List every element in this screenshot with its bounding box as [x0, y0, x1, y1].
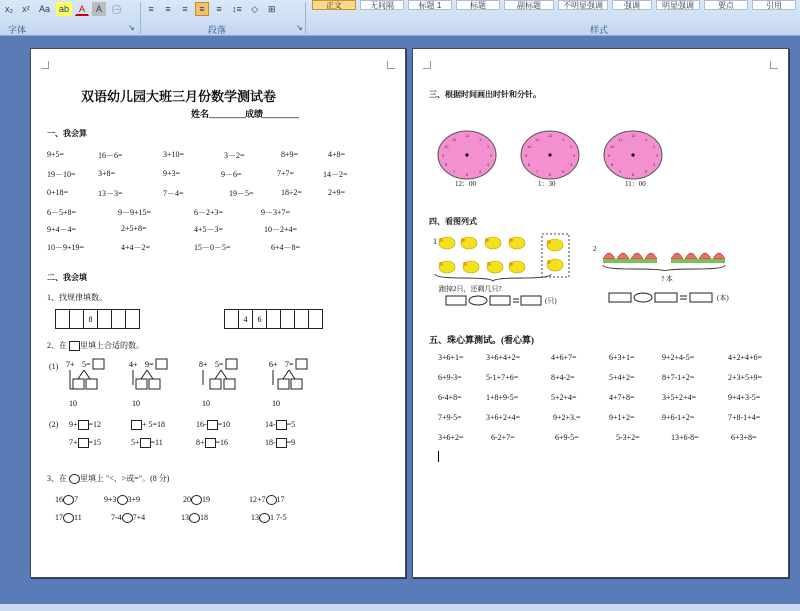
brace [433, 272, 553, 282]
fill-equation [265, 420, 295, 430]
equation: 9+2+3.= [553, 413, 581, 422]
svg-text:7: 7 [619, 170, 622, 174]
clock-1 [438, 131, 496, 179]
fill-equation [196, 438, 228, 448]
compare-right: 11 [74, 513, 82, 522]
align-right-icon[interactable]: ≡ [182, 4, 188, 14]
decomp-mid: 7= [285, 360, 294, 369]
svg-text:9: 9 [608, 154, 611, 158]
equation: 6+9-5= [555, 433, 579, 442]
borders-icon[interactable]: ⊞ [267, 3, 276, 14]
group-separator [305, 2, 306, 34]
style-quote[interactable]: 引用 [752, 0, 796, 10]
answer-box[interactable] [296, 359, 307, 369]
section-heading: 五、珠心算测试。(看心算) [429, 335, 534, 345]
svg-text:7: 7 [536, 170, 539, 174]
enclose-characters-button[interactable]: ㊀ [112, 4, 122, 15]
highlight-button[interactable]: ab [56, 2, 72, 16]
fill-text: 7+ [69, 438, 78, 447]
equation: 5+4+2= [609, 373, 635, 382]
paragraph-dialog-launcher[interactable]: ↘ [296, 23, 303, 32]
equation: 6+4－8= [271, 243, 301, 252]
equation: 4+6+7= [551, 353, 577, 362]
svg-text:10: 10 [610, 145, 615, 149]
paragraph-group-label: 段落 [208, 25, 227, 35]
equation: 1+8+9-5= [486, 393, 519, 402]
fill-text: + 5=18 [142, 420, 166, 429]
superscript-button[interactable]: x² [22, 4, 30, 14]
svg-text:3: 3 [573, 154, 576, 158]
section-heading: 三、根据时间画出时针和分针。 [429, 90, 541, 99]
svg-text:4: 4 [487, 163, 490, 167]
operator-circle[interactable] [469, 296, 487, 305]
svg-text:6: 6 [632, 173, 635, 177]
clock-center [465, 153, 468, 156]
operator-circle[interactable] [634, 293, 652, 302]
equation: 6－2+3= [194, 208, 224, 217]
fill-equation [196, 420, 230, 430]
change-case-button[interactable]: Aa [39, 4, 51, 14]
fill-text: =5 [286, 420, 296, 429]
answer-box[interactable] [291, 379, 302, 389]
fill-text: 9+ [69, 420, 78, 429]
compare-right: 7+4 [132, 513, 146, 522]
compare-circle[interactable] [189, 513, 200, 523]
section-heading: 四、看图列式 [429, 217, 477, 226]
compare-circle[interactable] [117, 495, 128, 505]
align-center-icon[interactable]: ≡ [165, 4, 171, 14]
decomp-2 [129, 359, 167, 408]
answer-box[interactable] [140, 438, 151, 448]
shading-icon[interactable]: ◇ [251, 3, 259, 14]
svg-text:11: 11 [618, 138, 623, 142]
compare-left: 20 [183, 495, 191, 504]
style-intense-emphasis[interactable]: 明显强调 [656, 0, 700, 10]
sequence-boxes-b [225, 309, 323, 329]
sequence-cell[interactable] [69, 309, 84, 329]
decomp-mid: 5= [215, 360, 224, 369]
answer-box[interactable] [490, 296, 510, 305]
compare-left: 9+3 [104, 495, 117, 504]
item-label: (2) [49, 420, 59, 429]
crop-mark [41, 61, 49, 69]
equation: 13+6-8= [671, 433, 699, 442]
equation: 4+4－2= [121, 243, 151, 252]
style-subtle-emphasis[interactable]: 不明显强调 [558, 0, 608, 10]
compare-item [111, 513, 145, 523]
answer-box[interactable] [224, 379, 235, 389]
compare-right: 19 [202, 495, 210, 504]
fill-equation [131, 438, 163, 448]
clock-time-label: 1：30 [538, 180, 556, 188]
ribbon [0, 0, 800, 36]
equation: 16－6= [98, 151, 123, 160]
clock-center [548, 153, 551, 156]
style-subtitle[interactable]: 副标题 [504, 0, 554, 10]
sequence-cell[interactable] [224, 309, 239, 329]
answer-box[interactable] [609, 293, 631, 302]
fill-equation [69, 438, 101, 448]
clock-time-label: 12：00 [455, 180, 476, 188]
equation: 19－10= [47, 170, 76, 179]
fill-text: =9 [286, 438, 296, 447]
answer-box[interactable] [521, 296, 541, 305]
equation: 9－6= [221, 170, 242, 179]
answer-box[interactable] [690, 293, 712, 302]
sequence-cell[interactable] [280, 309, 295, 329]
equation: 13－3= [98, 189, 123, 198]
section-heading: 一、我会算 [47, 129, 87, 138]
font-color-button[interactable]: A [75, 2, 89, 16]
fill-text: 18- [265, 438, 276, 447]
sequence-cell[interactable] [111, 309, 126, 329]
equation: 2+5+8= [121, 224, 147, 233]
line-spacing-icon[interactable]: ↕≡ [232, 4, 242, 14]
svg-text:3: 3 [656, 154, 659, 158]
compare-right: 1 7-5 [270, 513, 287, 522]
equation: 4+5－3= [194, 225, 224, 234]
svg-text:8: 8 [445, 163, 448, 167]
crop-mark [770, 61, 778, 69]
fill-text: =10 [217, 420, 231, 429]
decomp-1 [66, 359, 104, 408]
equation: 8+9= [281, 150, 299, 159]
svg-text:3: 3 [490, 154, 493, 158]
decomp-top: 4+ [129, 360, 138, 369]
align-left-icon[interactable]: ≡ [148, 4, 154, 14]
equation: 3+6+1= [438, 353, 464, 362]
subscript-button[interactable]: x₂ [5, 4, 13, 14]
answer-box[interactable] [276, 420, 287, 430]
decomp-bottom: 10 [202, 399, 210, 408]
equation: 3+10= [163, 150, 185, 159]
answer-box[interactable] [136, 379, 147, 389]
equation: 14－2= [323, 170, 348, 179]
paragraph-toolbar [144, 1, 279, 17]
q2-prefix: 2、在 [47, 341, 67, 350]
fill-equation [265, 438, 295, 448]
equation: 2+9= [328, 188, 346, 197]
svg-text:12: 12 [631, 134, 636, 138]
q3-suffix: 里填上 "<、>或="。(8 分) [80, 474, 170, 483]
unit-label: (只) [545, 297, 557, 305]
decomp-bottom: 10 [69, 399, 77, 408]
equation: 9+6-1+2= [662, 413, 695, 422]
compare-item [251, 513, 287, 523]
q2-suffix: 里填上合适的数。 [80, 341, 144, 350]
compare-item [249, 495, 285, 505]
question-mark-label: ? 本 [661, 275, 673, 283]
text-cursor [438, 451, 439, 462]
equation: 9+3= [163, 169, 181, 178]
compare-right: 7 [74, 495, 78, 504]
sequence-cell[interactable]: 4 [238, 309, 253, 329]
equation: 3+5+2+4= [662, 393, 697, 402]
compare-right: 17 [276, 495, 285, 504]
fill-equation [131, 420, 165, 430]
page-title: 双语幼儿园大班三月份数学测试卷 [81, 89, 277, 104]
group-separator [140, 2, 141, 34]
decomp-mid: 9= [145, 360, 154, 369]
svg-text:11: 11 [452, 138, 457, 142]
font-toolbar [2, 1, 124, 17]
styles-group-label: 样式 [590, 25, 609, 35]
clock-center [631, 153, 634, 156]
equation: 9－9+15= [118, 208, 152, 217]
books-picture [601, 245, 731, 271]
equation: 3+8= [98, 169, 116, 178]
svg-text:6: 6 [466, 173, 469, 177]
fill-text: =16 [215, 438, 229, 447]
sequence-cell[interactable] [125, 309, 140, 329]
equation: 8+4-2= [551, 373, 575, 382]
svg-text:1: 1 [479, 138, 482, 142]
svg-text:8: 8 [611, 163, 614, 167]
answer-box[interactable] [86, 379, 97, 389]
compare-item [104, 495, 140, 505]
font-group-label: 字体 [8, 25, 27, 35]
equation: 4+8= [328, 150, 346, 159]
equation: 9+2+4-5= [662, 353, 695, 362]
style-emphasis[interactable]: 强调 [612, 0, 652, 10]
answer-box[interactable] [149, 379, 160, 389]
question-text: 1、找规律填数。 [47, 293, 107, 302]
equation: 19－5= [229, 189, 254, 198]
style-normal[interactable]: 正文 [312, 0, 356, 10]
compare-circle[interactable] [63, 495, 74, 505]
picture-number: 1 [433, 237, 437, 246]
answer-box[interactable] [93, 359, 104, 369]
equation: 7+9-5= [438, 413, 462, 422]
answer-box[interactable] [131, 420, 142, 430]
sequence-cell[interactable]: 8 [83, 309, 98, 329]
compare-circle[interactable] [63, 513, 74, 523]
equation: 4+2+4+6= [728, 353, 763, 362]
decomp-4 [269, 359, 307, 408]
equation: 10－2+4= [264, 225, 298, 234]
fill-text: =15 [88, 438, 102, 447]
decomp-top: 6+ [269, 360, 278, 369]
compare-item [181, 513, 208, 523]
compare-item [55, 495, 78, 505]
fill-text: =11 [150, 438, 163, 447]
decomp-top: 7+ [66, 360, 75, 369]
equation: 6-2+7= [491, 433, 515, 442]
equation: 9+4+3-5= [728, 393, 761, 402]
equation: 9+4－4= [47, 225, 77, 234]
answer-box[interactable] [210, 379, 221, 389]
q3-prefix: 3、在 [47, 474, 67, 483]
compare-item [183, 495, 210, 505]
decomp-bottom: 10 [272, 399, 280, 408]
equation: 3+6+2+4= [486, 413, 521, 422]
style-strong[interactable]: 要点 [704, 0, 748, 10]
equation: 3+6+2= [438, 433, 464, 442]
answer-box [69, 341, 80, 351]
compare-left: 12+7 [249, 495, 266, 504]
svg-text:5: 5 [562, 170, 565, 174]
sequence-cell[interactable]: 6 [252, 309, 267, 329]
decomp-mid: 5= [82, 360, 91, 369]
fill-text: 8+ [196, 438, 205, 447]
svg-text:4: 4 [570, 163, 573, 167]
svg-text:9: 9 [525, 154, 528, 158]
svg-text:5: 5 [645, 170, 648, 174]
sequence-cell[interactable] [55, 309, 70, 329]
answer-box[interactable] [207, 420, 218, 430]
compare-circle[interactable] [122, 513, 133, 523]
compare-circle[interactable] [191, 495, 202, 505]
equation: 3－2= [224, 151, 245, 160]
answer-box[interactable] [446, 296, 466, 305]
compare-left: 13 [251, 513, 259, 522]
document-page-1 [30, 48, 406, 578]
equation: 10－9+19= [47, 243, 85, 252]
svg-text:10: 10 [444, 145, 449, 149]
crop-mark [387, 61, 395, 69]
crop-mark [423, 61, 431, 69]
fill-text: 14- [265, 420, 276, 429]
clock-3 [604, 131, 662, 179]
fill-text: 16- [196, 420, 207, 429]
justify-icon[interactable]: ≡ [195, 2, 209, 16]
compare-right: 3+9 [127, 495, 141, 504]
distributed-icon[interactable]: ≡ [216, 4, 222, 14]
svg-text:10: 10 [527, 145, 532, 149]
svg-text:6: 6 [549, 173, 552, 177]
equation: 0+18= [47, 188, 69, 197]
name-score-line: 姓名________成绩________ [191, 109, 300, 119]
answer-box[interactable] [655, 293, 677, 302]
compare-circle[interactable] [266, 495, 277, 505]
decomp-3 [199, 359, 237, 408]
clock-2 [521, 131, 579, 179]
equation: 7－4= [163, 189, 184, 198]
svg-text:7: 7 [453, 170, 456, 174]
picture-number: 2 [593, 245, 597, 253]
equation: 15－0－5= [194, 243, 231, 252]
svg-text:1: 1 [562, 138, 565, 142]
svg-text:8: 8 [528, 163, 531, 167]
svg-text:5: 5 [479, 170, 482, 174]
equation: 3+6+4+2= [486, 353, 521, 362]
sequence-cell[interactable] [294, 309, 309, 329]
sequence-cell[interactable] [97, 309, 112, 329]
svg-text:11: 11 [535, 138, 540, 142]
compare-right: 18 [200, 513, 208, 522]
sequence-cell[interactable] [308, 309, 323, 329]
answer-box[interactable] [226, 359, 237, 369]
answer-box[interactable] [205, 438, 216, 448]
clock-faces [433, 127, 673, 187]
compare-left: 16 [55, 495, 63, 504]
answer-box[interactable] [276, 438, 287, 448]
equation: 18÷2= [281, 188, 302, 197]
svg-text:4: 4 [653, 163, 656, 167]
decomp-top: 8+ [199, 360, 208, 369]
equation: 6-4+8= [438, 393, 462, 402]
character-shading-button[interactable]: A [92, 2, 106, 16]
svg-text:12: 12 [465, 134, 470, 138]
compare-left: 13 [181, 513, 189, 522]
equation: 6+3+1= [609, 353, 635, 362]
answer-shapes [445, 295, 545, 307]
style-heading-1[interactable]: 标题 1 [408, 0, 452, 10]
equation: 9+5= [47, 150, 65, 159]
style-title[interactable]: 标题 [456, 0, 500, 10]
fill-text: =12 [88, 420, 102, 429]
equation: 2+3+5+9= [728, 373, 763, 382]
equation: 9+1+2= [609, 413, 635, 422]
document-page-2 [412, 48, 789, 578]
equation: 5+2+4= [551, 393, 577, 402]
equation: 9－3+7= [261, 208, 291, 217]
fill-equation [69, 420, 101, 430]
picture-caption: 跑掉2只，还剩几只? [439, 285, 502, 293]
clock-time-label: 11：00 [625, 180, 646, 188]
compare-left: 17 [55, 513, 63, 522]
svg-text:1: 1 [645, 138, 648, 142]
answer-box[interactable] [278, 379, 289, 389]
equation: 7+7= [277, 169, 295, 178]
equation: 5-1+7+6= [486, 373, 519, 382]
question-text [47, 340, 144, 351]
answer-box[interactable] [73, 379, 84, 389]
answer-box[interactable] [78, 420, 89, 430]
equation: 7+8-1+4= [728, 413, 761, 422]
question-text [47, 473, 169, 484]
sequence-boxes-a [56, 309, 140, 329]
equation: 6+9-3= [438, 373, 462, 382]
decomposition-diagrams [66, 355, 366, 409]
compare-left: 7-4 [111, 513, 122, 522]
svg-text:2: 2 [570, 145, 573, 149]
equation: 4+7+8= [609, 393, 635, 402]
font-dialog-launcher[interactable]: ↘ [128, 23, 135, 32]
equation: 5-3+2= [616, 433, 640, 442]
equation: 6－5+8= [47, 208, 77, 217]
answer-shapes [608, 292, 718, 304]
section-heading: 二、我会填 [47, 273, 87, 282]
equation: 8+7-1+2= [662, 373, 695, 382]
fill-text: 5+ [131, 438, 140, 447]
svg-text:9: 9 [442, 154, 445, 158]
svg-text:2: 2 [653, 145, 656, 149]
decomp-bottom: 10 [132, 399, 140, 408]
sequence-cell[interactable] [266, 309, 281, 329]
style-no-spacing[interactable]: 无间隔 [360, 0, 404, 10]
compare-circle[interactable] [259, 513, 270, 523]
svg-text:2: 2 [487, 145, 490, 149]
unit-label: (本) [717, 294, 729, 302]
compare-circle [69, 474, 80, 484]
equation: 6+3+8= [731, 433, 757, 442]
compare-item [55, 513, 82, 523]
answer-box[interactable] [78, 438, 89, 448]
answer-box[interactable] [156, 359, 167, 369]
item-label: (1) [49, 362, 59, 371]
status-bar [0, 604, 800, 611]
svg-text:12: 12 [548, 134, 553, 138]
